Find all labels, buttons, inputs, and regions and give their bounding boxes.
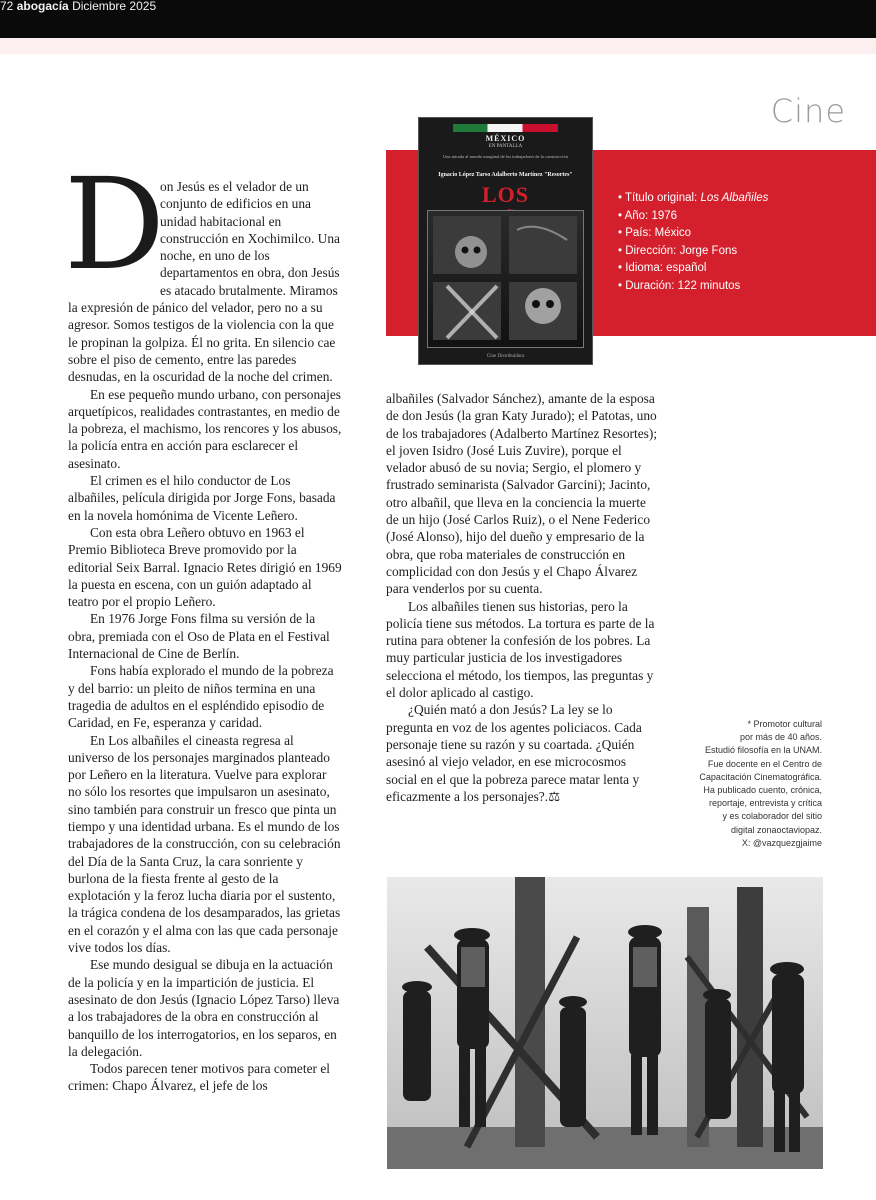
end-mark-icon: ⚖ (548, 788, 561, 804)
poster-title: LOS (481, 182, 530, 207)
poster-actors: Ignacio López Tarso Adalberto Martínez "Resortes" (438, 172, 573, 178)
poster-studio: Cine Distribuidora (486, 354, 525, 359)
film-facts-list (618, 190, 768, 295)
bio-line: * Promotor cultural (747, 719, 822, 729)
fact-original-title: • Título original: Los Albañiles (618, 190, 768, 208)
paragraph-7: En Los albañiles el cineasta regresa al universo de los personajes marginados planteado por Leñero en la literatura. Vuelve para explorar no sólo los resortes que impulsaron un asesinato, sino también para construir un fresco que pinta un tiempo y una identidad urbana. Es el mundo de los trabajadores de la construcción, con su celebración del Día de la Santa Cruz, la cara sonriente y burlona de la fiesta frente al gesto de la explotación y la feroz lucha diaria por el sustento, la trágica condena de los desamparados, las grietas en el corazón y el alma con las que cada personaje vive todos los días. (68, 732, 341, 956)
issue-date: Diciembre 2025 (72, 0, 157, 13)
drop-cap-space (68, 178, 160, 288)
bio-line: Capacitación Cinematográfica. (699, 771, 822, 782)
paragraph-11: Los albañiles tienen sus historias, pero la policía tiene sus métodos. La tortura es parte de la rutina para obtener la confesión de los pobres. La muy particular justicia de los investigadores selecciona el método, los tiempos, las preguntas y el dolor aplicado al castigo. (386, 598, 655, 701)
fact-year: • Año: 1976 (618, 208, 768, 226)
paragraph-2: En ese pequeño mundo urbano, con personajes arquetípicos, realidades contrastantes, en medio de la pobreza, el machismo, los rencores y los abusos, la policía entra en acción para esclarecer el asesinato. (68, 386, 342, 471)
film-poster (418, 117, 593, 365)
section-title: Cine (770, 92, 846, 130)
paragraph-6: Fons había explorado el mundo de la pobreza y del barrio: un pleito de niños termina en una tragedia de adultos en el espléndido episodio de Caridad, en Fe, esperanza y caridad. (68, 663, 334, 731)
bio-line: Estudió filosofía en la UNAM. (704, 745, 822, 756)
bio-line: Fue docente en el Centro de (707, 758, 822, 769)
paragraph-10: albañiles (Salvador Sánchez), amante de la esposa de don Jesús (la gran Katy Jurado); el Patotas, uno de los trabajadores (Adalberto Martínez Resortes); el joven Isidro (José Luis Zuvire), porque el velador abusó de su novia; Sergio, el plomero y frustrado seminarista (Salvador Garcini); Jacinto, otro albañil, que lleva en la conciencia la muerte de un hijo (José Carlos Ruiz), o el Nene Federico (José Alonso), hijo del dueño y empresario de la obra, que roba materiales de construcción en complicidad con don Jesús y el Chapo Álvarez para venderlos por su cuenta. (386, 391, 658, 597)
header-divider-band (0, 38, 876, 54)
bio-line: por más de 40 años. (739, 732, 822, 743)
magazine-name: abogacía (16, 0, 69, 13)
paragraph-1: on Jesús es el velador de un conjunto de edificios en una unidad habitacional en construcción en Xochimilco. Una noche, en uno de los departamentos en obra, don Jesús es atacado brutalmente. Miramos la expresión de pánico del velador, pero no a su agresor. Somos testigos de la violencia con la que le propinan la golpiza. Él no grita. En silencio cae sobre el piso de cemento, entre las paredes desnudas, en la oscuridad de la noche del crimen. (68, 179, 340, 385)
bio-line: digital zonaoctaviopaz. (730, 824, 822, 835)
paragraph-4: Con esta obra Leñero obtuvo en 1963 el Premio Biblioteca Breve promovido por la editorial Seix Barral. Ignacio Retes dirigió en 1969 la puesta en escena, con un guión adaptado al teatro por el propio Leñero. (68, 524, 342, 610)
mexico-flag-stripe (453, 124, 558, 132)
article-column-right (386, 390, 658, 805)
paragraph-5: En 1976 Jorge Fons filma su versión de la obra, premiada con el Oso de Plata en el Festival Internacional de Cine de Berlín. (68, 611, 330, 662)
paragraph-9: Todos parecen tener motivos para cometer el crimen: Chapo Álvarez, el jefe de los (68, 1061, 330, 1094)
film-still-photo (387, 877, 823, 1169)
poster-collection-sub: EN PANTALLA (488, 144, 523, 149)
fact-language: • Idioma: español (618, 260, 768, 278)
paragraph-12: ¿Quién mató a don Jesús? La ley se lo pregunta en voz de los agentes policiacos. Cada personaje tiene su razón y su coartada. ¿Quién asesinó al viejo velador, en ese microcosmos social en el que la pobreza parece matar lenta y eficazmente a los personajes?.⚖ (386, 702, 642, 804)
article-column-left (68, 178, 343, 1095)
construction-workers-image (387, 877, 823, 1169)
poster-collection: MÉXICO (485, 134, 526, 143)
bio-line: X: @vazquezgjaime (741, 837, 822, 848)
paragraph-3: El crimen es el hilo conductor de Los albañiles, película dirigida por Jorge Fons, basada en la novela homónima de Vicente Leñero. (68, 473, 336, 523)
paragraph-8: Ese mundo desigual se dibuja en la actuación de la policía y en la impartición de justicia. El asesinato de don Jesús (Ignacio López Tarso) lleva a los trabajadores de la obra en construcción al banquillo de los interrogatorios, en los separos, en la delegación. (68, 957, 340, 1059)
window-frame (427, 210, 584, 348)
author-bio (676, 718, 822, 850)
poster-artwork (427, 210, 584, 348)
poster-tagline: Una mirada al mundo marginal de los trabajadores de la construcción (443, 154, 568, 159)
bio-line: y es colaborador del sitio (722, 811, 822, 822)
fact-director: • Dirección: Jorge Fons (618, 243, 768, 261)
fact-country: • País: México (618, 225, 768, 243)
page-number: 72 (0, 0, 14, 13)
bio-line: Ha publicado cuento, crónica, (703, 785, 822, 796)
drop-cap: D (64, 151, 166, 298)
magazine-header-bar (0, 0, 876, 38)
fact-duration: • Duración: 122 minutos (618, 278, 768, 296)
bio-line: reportaje, entrevista y crítica (708, 798, 822, 809)
header-meta (0, 0, 156, 13)
